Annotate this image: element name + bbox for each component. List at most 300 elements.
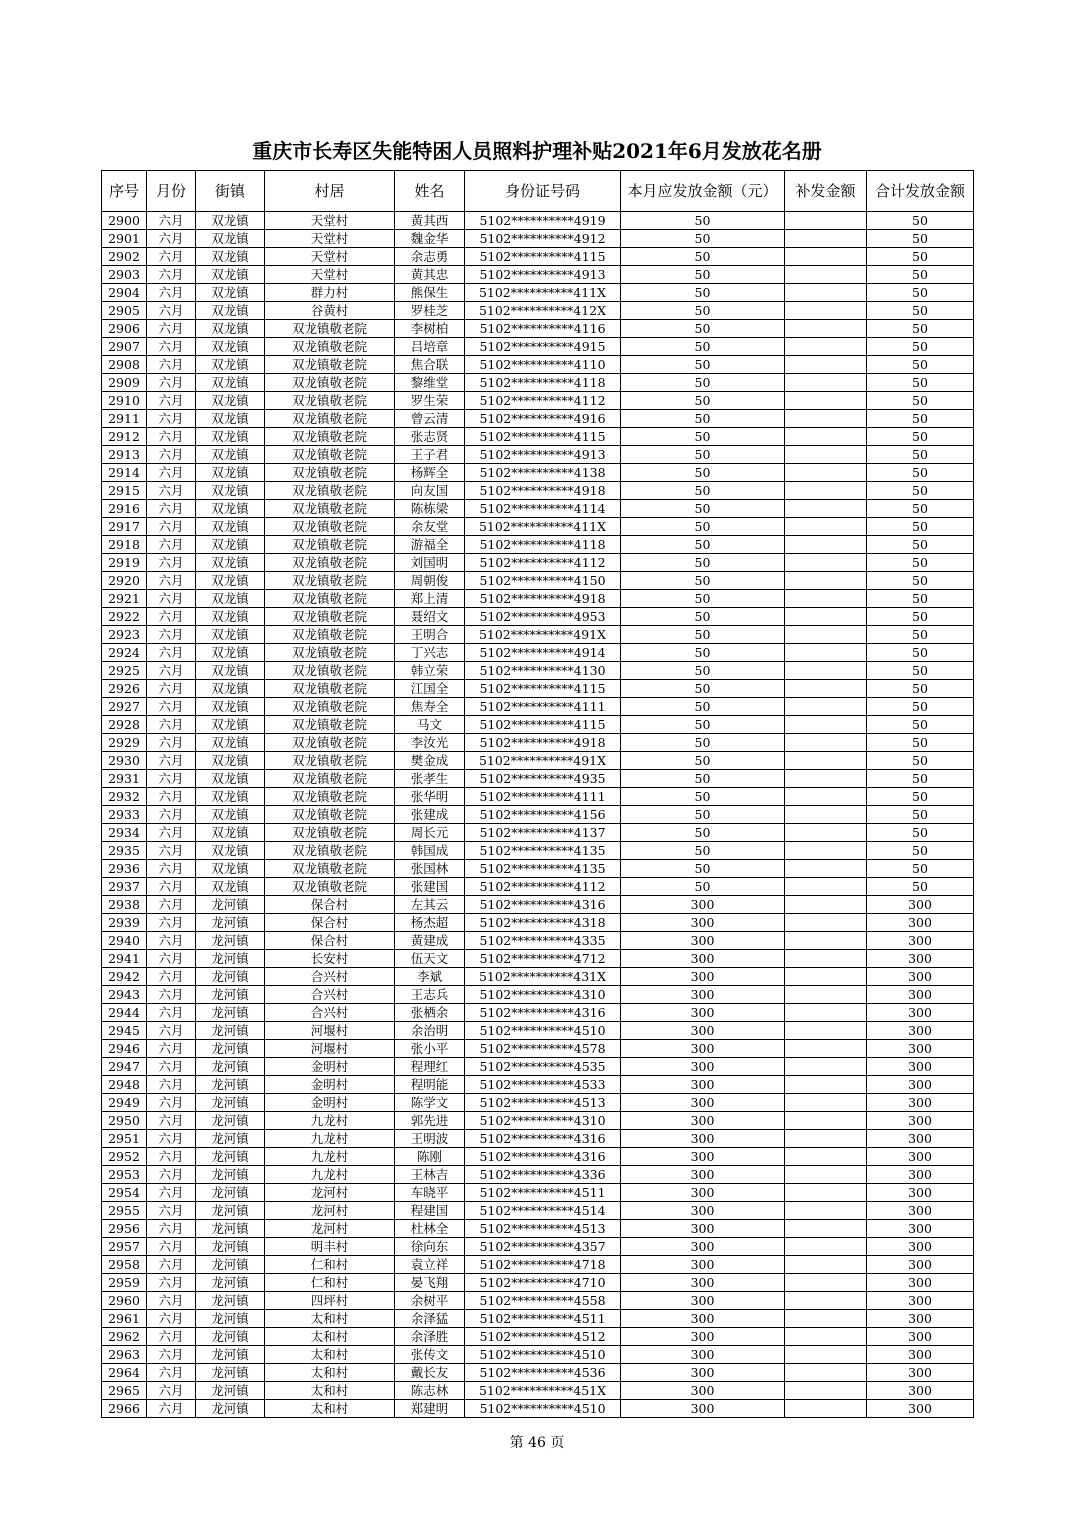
cell-name: 周朝俊: [395, 572, 465, 590]
cell-supplement: [785, 986, 867, 1004]
header-id-number: 身份证号码: [465, 171, 621, 212]
cell-town: 双龙镇: [196, 356, 265, 374]
cell-total: 300: [867, 1004, 974, 1022]
cell-index: 2953: [102, 1166, 147, 1184]
table-row: [102, 446, 974, 464]
cell-town: 双龙镇: [196, 842, 265, 860]
table-header-row: [102, 171, 974, 212]
cell-total: 300: [867, 1040, 974, 1058]
cell-name: 陈志林: [395, 1382, 465, 1400]
cell-village: 龙河村: [265, 1220, 395, 1238]
cell-village: 保合村: [265, 914, 395, 932]
cell-total: 300: [867, 1346, 974, 1364]
cell-supplement: [785, 500, 867, 518]
table-row: [102, 338, 974, 356]
cell-index: 2922: [102, 608, 147, 626]
cell-monthly-amount: 50: [621, 734, 785, 752]
cell-monthly-amount: 300: [621, 1148, 785, 1166]
cell-id-number: 5102**********431X: [465, 968, 621, 986]
cell-index: 2930: [102, 752, 147, 770]
cell-id-number: 5102**********4316: [465, 896, 621, 914]
cell-village: 双龙镇敬老院: [265, 518, 395, 536]
cell-id-number: 5102**********4150: [465, 572, 621, 590]
cell-total: 50: [867, 716, 974, 734]
cell-total: 50: [867, 320, 974, 338]
cell-total: 300: [867, 950, 974, 968]
cell-index: 2963: [102, 1346, 147, 1364]
cell-monthly-amount: 50: [621, 860, 785, 878]
cell-village: 金明村: [265, 1094, 395, 1112]
cell-month: 六月: [147, 572, 196, 590]
cell-monthly-amount: 50: [621, 338, 785, 356]
table-row: [102, 968, 974, 986]
cell-total: 50: [867, 554, 974, 572]
cell-village: 九龙村: [265, 1148, 395, 1166]
cell-town: 双龙镇: [196, 662, 265, 680]
cell-name: 韩立荣: [395, 662, 465, 680]
cell-month: 六月: [147, 1238, 196, 1256]
cell-supplement: [785, 1094, 867, 1112]
cell-supplement: [785, 770, 867, 788]
cell-supplement: [785, 644, 867, 662]
cell-index: 2954: [102, 1184, 147, 1202]
cell-id-number: 5102**********4510: [465, 1022, 621, 1040]
table-row: [102, 320, 974, 338]
cell-total: 50: [867, 392, 974, 410]
cell-monthly-amount: 50: [621, 626, 785, 644]
cell-name: 余泽胜: [395, 1328, 465, 1346]
cell-village: 双龙镇敬老院: [265, 788, 395, 806]
table-row: [102, 914, 974, 932]
cell-name: 陈栋梁: [395, 500, 465, 518]
cell-total: 50: [867, 212, 974, 230]
cell-village: 双龙镇敬老院: [265, 824, 395, 842]
cell-month: 六月: [147, 536, 196, 554]
cell-supplement: [785, 1148, 867, 1166]
table-row: [102, 1040, 974, 1058]
cell-index: 2913: [102, 446, 147, 464]
cell-month: 六月: [147, 626, 196, 644]
cell-supplement: [785, 320, 867, 338]
cell-village: 双龙镇敬老院: [265, 770, 395, 788]
cell-total: 50: [867, 734, 974, 752]
cell-monthly-amount: 50: [621, 482, 785, 500]
cell-monthly-amount: 50: [621, 788, 785, 806]
cell-monthly-amount: 50: [621, 392, 785, 410]
cell-month: 六月: [147, 554, 196, 572]
cell-total: 300: [867, 1166, 974, 1184]
table-row: [102, 1184, 974, 1202]
cell-total: 300: [867, 1310, 974, 1328]
cell-supplement: [785, 1382, 867, 1400]
cell-month: 六月: [147, 842, 196, 860]
cell-total: 50: [867, 824, 974, 842]
cell-name: 杨辉全: [395, 464, 465, 482]
cell-id-number: 5102**********4511: [465, 1310, 621, 1328]
cell-index: 2926: [102, 680, 147, 698]
cell-supplement: [785, 824, 867, 842]
cell-month: 六月: [147, 284, 196, 302]
cell-supplement: [785, 806, 867, 824]
cell-total: 50: [867, 410, 974, 428]
cell-village: 仁和村: [265, 1274, 395, 1292]
cell-id-number: 5102**********4718: [465, 1256, 621, 1274]
cell-town: 龙河镇: [196, 932, 265, 950]
cell-index: 2909: [102, 374, 147, 392]
cell-village: 仁和村: [265, 1256, 395, 1274]
cell-supplement: [785, 878, 867, 896]
cell-monthly-amount: 300: [621, 1202, 785, 1220]
table-row: [102, 986, 974, 1004]
cell-name: 杨杰超: [395, 914, 465, 932]
cell-index: 2912: [102, 428, 147, 446]
cell-index: 2939: [102, 914, 147, 932]
cell-id-number: 5102**********491X: [465, 626, 621, 644]
cell-name: 李树柏: [395, 320, 465, 338]
cell-total: 300: [867, 914, 974, 932]
cell-month: 六月: [147, 212, 196, 230]
cell-monthly-amount: 300: [621, 1040, 785, 1058]
cell-total: 300: [867, 1274, 974, 1292]
cell-index: 2962: [102, 1328, 147, 1346]
cell-name: 张栖余: [395, 1004, 465, 1022]
cell-monthly-amount: 300: [621, 1238, 785, 1256]
cell-name: 余树平: [395, 1292, 465, 1310]
header-monthly-amount: 本月应发放金额（元）: [621, 171, 785, 212]
cell-monthly-amount: 300: [621, 1364, 785, 1382]
cell-town: 龙河镇: [196, 1238, 265, 1256]
cell-month: 六月: [147, 1130, 196, 1148]
cell-supplement: [785, 1292, 867, 1310]
cell-village: 金明村: [265, 1058, 395, 1076]
cell-id-number: 5102**********4111: [465, 788, 621, 806]
cell-id-number: 5102**********4310: [465, 986, 621, 1004]
cell-name: 黄其西: [395, 212, 465, 230]
cell-supplement: [785, 338, 867, 356]
table-row: [102, 482, 974, 500]
cell-village: 九龙村: [265, 1130, 395, 1148]
cell-month: 六月: [147, 1148, 196, 1166]
cell-monthly-amount: 300: [621, 1004, 785, 1022]
cell-index: 2940: [102, 932, 147, 950]
cell-total: 300: [867, 1112, 974, 1130]
table-row: [102, 734, 974, 752]
cell-month: 六月: [147, 1400, 196, 1418]
cell-index: 2935: [102, 842, 147, 860]
cell-supplement: [785, 1040, 867, 1058]
cell-monthly-amount: 50: [621, 446, 785, 464]
cell-month: 六月: [147, 680, 196, 698]
cell-name: 江国全: [395, 680, 465, 698]
cell-month: 六月: [147, 248, 196, 266]
cell-month: 六月: [147, 1022, 196, 1040]
cell-name: 左其云: [395, 896, 465, 914]
cell-name: 王志兵: [395, 986, 465, 1004]
cell-supplement: [785, 1274, 867, 1292]
cell-village: 双龙镇敬老院: [265, 878, 395, 896]
cell-index: 2966: [102, 1400, 147, 1418]
cell-index: 2941: [102, 950, 147, 968]
cell-name: 程理红: [395, 1058, 465, 1076]
cell-index: 2920: [102, 572, 147, 590]
cell-month: 六月: [147, 1112, 196, 1130]
cell-index: 2914: [102, 464, 147, 482]
cell-total: 50: [867, 284, 974, 302]
table-row: [102, 464, 974, 482]
cell-town: 双龙镇: [196, 572, 265, 590]
cell-month: 六月: [147, 644, 196, 662]
table-row: [102, 536, 974, 554]
cell-index: 2961: [102, 1310, 147, 1328]
cell-name: 周长元: [395, 824, 465, 842]
cell-total: 300: [867, 1238, 974, 1256]
cell-name: 陈刚: [395, 1148, 465, 1166]
cell-name: 郑上清: [395, 590, 465, 608]
cell-month: 六月: [147, 230, 196, 248]
cell-village: 太和村: [265, 1400, 395, 1418]
cell-village: 太和村: [265, 1346, 395, 1364]
table-row: [102, 842, 974, 860]
cell-index: 2958: [102, 1256, 147, 1274]
cell-town: 双龙镇: [196, 518, 265, 536]
cell-month: 六月: [147, 302, 196, 320]
cell-monthly-amount: 300: [621, 1022, 785, 1040]
cell-name: 韩国成: [395, 842, 465, 860]
cell-index: 2931: [102, 770, 147, 788]
cell-supplement: [785, 1004, 867, 1022]
cell-total: 50: [867, 428, 974, 446]
cell-supplement: [785, 428, 867, 446]
cell-monthly-amount: 300: [621, 1130, 785, 1148]
cell-supplement: [785, 230, 867, 248]
cell-index: 2917: [102, 518, 147, 536]
cell-village: 双龙镇敬老院: [265, 806, 395, 824]
cell-name: 马文: [395, 716, 465, 734]
cell-village: 双龙镇敬老院: [265, 482, 395, 500]
cell-id-number: 5102**********4115: [465, 248, 621, 266]
cell-total: 50: [867, 536, 974, 554]
cell-monthly-amount: 50: [621, 248, 785, 266]
cell-town: 龙河镇: [196, 1004, 265, 1022]
cell-id-number: 5102**********4916: [465, 410, 621, 428]
cell-village: 双龙镇敬老院: [265, 536, 395, 554]
table-row: [102, 1094, 974, 1112]
cell-monthly-amount: 300: [621, 1328, 785, 1346]
cell-village: 双龙镇敬老院: [265, 860, 395, 878]
cell-name: 张国林: [395, 860, 465, 878]
cell-index: 2950: [102, 1112, 147, 1130]
cell-month: 六月: [147, 1328, 196, 1346]
document-title: 重庆市长寿区失能特困人员照料护理补贴2021年6月发放花名册: [252, 139, 822, 163]
cell-town: 龙河镇: [196, 1346, 265, 1364]
cell-village: 天堂村: [265, 266, 395, 284]
cell-id-number: 5102**********4116: [465, 320, 621, 338]
table-row: [102, 608, 974, 626]
cell-town: 龙河镇: [196, 1310, 265, 1328]
cell-supplement: [785, 302, 867, 320]
cell-index: 2921: [102, 590, 147, 608]
cell-village: 九龙村: [265, 1166, 395, 1184]
table-row: [102, 284, 974, 302]
cell-month: 六月: [147, 698, 196, 716]
table-row: [102, 590, 974, 608]
roster-table: [101, 170, 974, 1418]
cell-id-number: 5102**********4135: [465, 860, 621, 878]
cell-id-number: 5102**********4310: [465, 1112, 621, 1130]
cell-index: 2943: [102, 986, 147, 1004]
cell-monthly-amount: 50: [621, 770, 785, 788]
cell-village: 明丰村: [265, 1238, 395, 1256]
cell-monthly-amount: 50: [621, 428, 785, 446]
cell-supplement: [785, 554, 867, 572]
cell-village: 保合村: [265, 896, 395, 914]
cell-id-number: 5102**********4558: [465, 1292, 621, 1310]
cell-village: 双龙镇敬老院: [265, 644, 395, 662]
cell-month: 六月: [147, 1166, 196, 1184]
cell-town: 龙河镇: [196, 1328, 265, 1346]
cell-total: 50: [867, 518, 974, 536]
cell-monthly-amount: 300: [621, 1382, 785, 1400]
cell-id-number: 5102**********4915: [465, 338, 621, 356]
cell-monthly-amount: 50: [621, 572, 785, 590]
cell-total: 300: [867, 1022, 974, 1040]
cell-village: 龙河村: [265, 1202, 395, 1220]
cell-monthly-amount: 50: [621, 320, 785, 338]
cell-village: 天堂村: [265, 212, 395, 230]
cell-town: 双龙镇: [196, 338, 265, 356]
cell-name: 余志勇: [395, 248, 465, 266]
cell-id-number: 5102**********4112: [465, 392, 621, 410]
cell-name: 张志贤: [395, 428, 465, 446]
cell-index: 2906: [102, 320, 147, 338]
cell-month: 六月: [147, 860, 196, 878]
cell-id-number: 5102**********4912: [465, 230, 621, 248]
cell-month: 六月: [147, 518, 196, 536]
cell-id-number: 5102**********4953: [465, 608, 621, 626]
cell-index: 2944: [102, 1004, 147, 1022]
header-index: 序号: [102, 171, 147, 212]
cell-town: 双龙镇: [196, 626, 265, 644]
cell-name: 程建国: [395, 1202, 465, 1220]
table-row: [102, 1220, 974, 1238]
cell-monthly-amount: 300: [621, 1310, 785, 1328]
cell-total: 300: [867, 1076, 974, 1094]
cell-id-number: 5102**********4112: [465, 554, 621, 572]
cell-month: 六月: [147, 1364, 196, 1382]
cell-month: 六月: [147, 1004, 196, 1022]
table-row: [102, 212, 974, 230]
header-village: 村居: [265, 171, 395, 212]
cell-town: 双龙镇: [196, 500, 265, 518]
cell-total: 300: [867, 1328, 974, 1346]
cell-supplement: [785, 932, 867, 950]
cell-monthly-amount: 50: [621, 518, 785, 536]
cell-supplement: [785, 1112, 867, 1130]
cell-monthly-amount: 50: [621, 536, 785, 554]
cell-total: 50: [867, 230, 974, 248]
table-row: [102, 392, 974, 410]
cell-month: 六月: [147, 950, 196, 968]
cell-town: 双龙镇: [196, 410, 265, 428]
cell-supplement: [785, 680, 867, 698]
cell-name: 丁兴志: [395, 644, 465, 662]
cell-village: 河堰村: [265, 1022, 395, 1040]
cell-name: 黎维堂: [395, 374, 465, 392]
cell-village: 群力村: [265, 284, 395, 302]
cell-monthly-amount: 50: [621, 590, 785, 608]
cell-monthly-amount: 50: [621, 644, 785, 662]
cell-village: 双龙镇敬老院: [265, 662, 395, 680]
cell-supplement: [785, 1130, 867, 1148]
cell-village: 双龙镇敬老院: [265, 752, 395, 770]
cell-name: 樊金成: [395, 752, 465, 770]
cell-name: 张建成: [395, 806, 465, 824]
cell-total: 50: [867, 842, 974, 860]
cell-monthly-amount: 50: [621, 554, 785, 572]
cell-village: 保合村: [265, 932, 395, 950]
cell-index: 2910: [102, 392, 147, 410]
cell-supplement: [785, 1238, 867, 1256]
cell-town: 双龙镇: [196, 590, 265, 608]
cell-village: 双龙镇敬老院: [265, 464, 395, 482]
cell-id-number: 5102**********4114: [465, 500, 621, 518]
cell-monthly-amount: 50: [621, 284, 785, 302]
cell-name: 余友堂: [395, 518, 465, 536]
cell-id-number: 5102**********4137: [465, 824, 621, 842]
cell-village: 天堂村: [265, 248, 395, 266]
cell-monthly-amount: 50: [621, 680, 785, 698]
cell-town: 龙河镇: [196, 1076, 265, 1094]
table-row: [102, 1238, 974, 1256]
cell-monthly-amount: 50: [621, 464, 785, 482]
cell-name: 李斌: [395, 968, 465, 986]
cell-supplement: [785, 374, 867, 392]
cell-town: 龙河镇: [196, 896, 265, 914]
cell-village: 双龙镇敬老院: [265, 716, 395, 734]
cell-id-number: 5102**********4914: [465, 644, 621, 662]
table-row: [102, 356, 974, 374]
cell-month: 六月: [147, 1202, 196, 1220]
cell-name: 曾云清: [395, 410, 465, 428]
cell-index: 2959: [102, 1274, 147, 1292]
table-row: [102, 248, 974, 266]
cell-town: 双龙镇: [196, 302, 265, 320]
cell-village: 双龙镇敬老院: [265, 410, 395, 428]
cell-monthly-amount: 300: [621, 950, 785, 968]
cell-town: 双龙镇: [196, 554, 265, 572]
cell-supplement: [785, 608, 867, 626]
cell-name: 车晓平: [395, 1184, 465, 1202]
cell-village: 太和村: [265, 1364, 395, 1382]
cell-name: 戴长友: [395, 1364, 465, 1382]
cell-total: 300: [867, 1058, 974, 1076]
cell-id-number: 5102**********4316: [465, 1148, 621, 1166]
cell-supplement: [785, 914, 867, 932]
cell-total: 300: [867, 1256, 974, 1274]
cell-index: 2905: [102, 302, 147, 320]
cell-id-number: 5102**********4111: [465, 698, 621, 716]
cell-index: 2908: [102, 356, 147, 374]
cell-town: 龙河镇: [196, 1130, 265, 1148]
cell-name: 聂绍文: [395, 608, 465, 626]
cell-id-number: 5102**********412X: [465, 302, 621, 320]
cell-total: 50: [867, 626, 974, 644]
header-name: 姓名: [395, 171, 465, 212]
table-row: [102, 788, 974, 806]
cell-town: 龙河镇: [196, 1256, 265, 1274]
cell-month: 六月: [147, 914, 196, 932]
cell-town: 双龙镇: [196, 428, 265, 446]
